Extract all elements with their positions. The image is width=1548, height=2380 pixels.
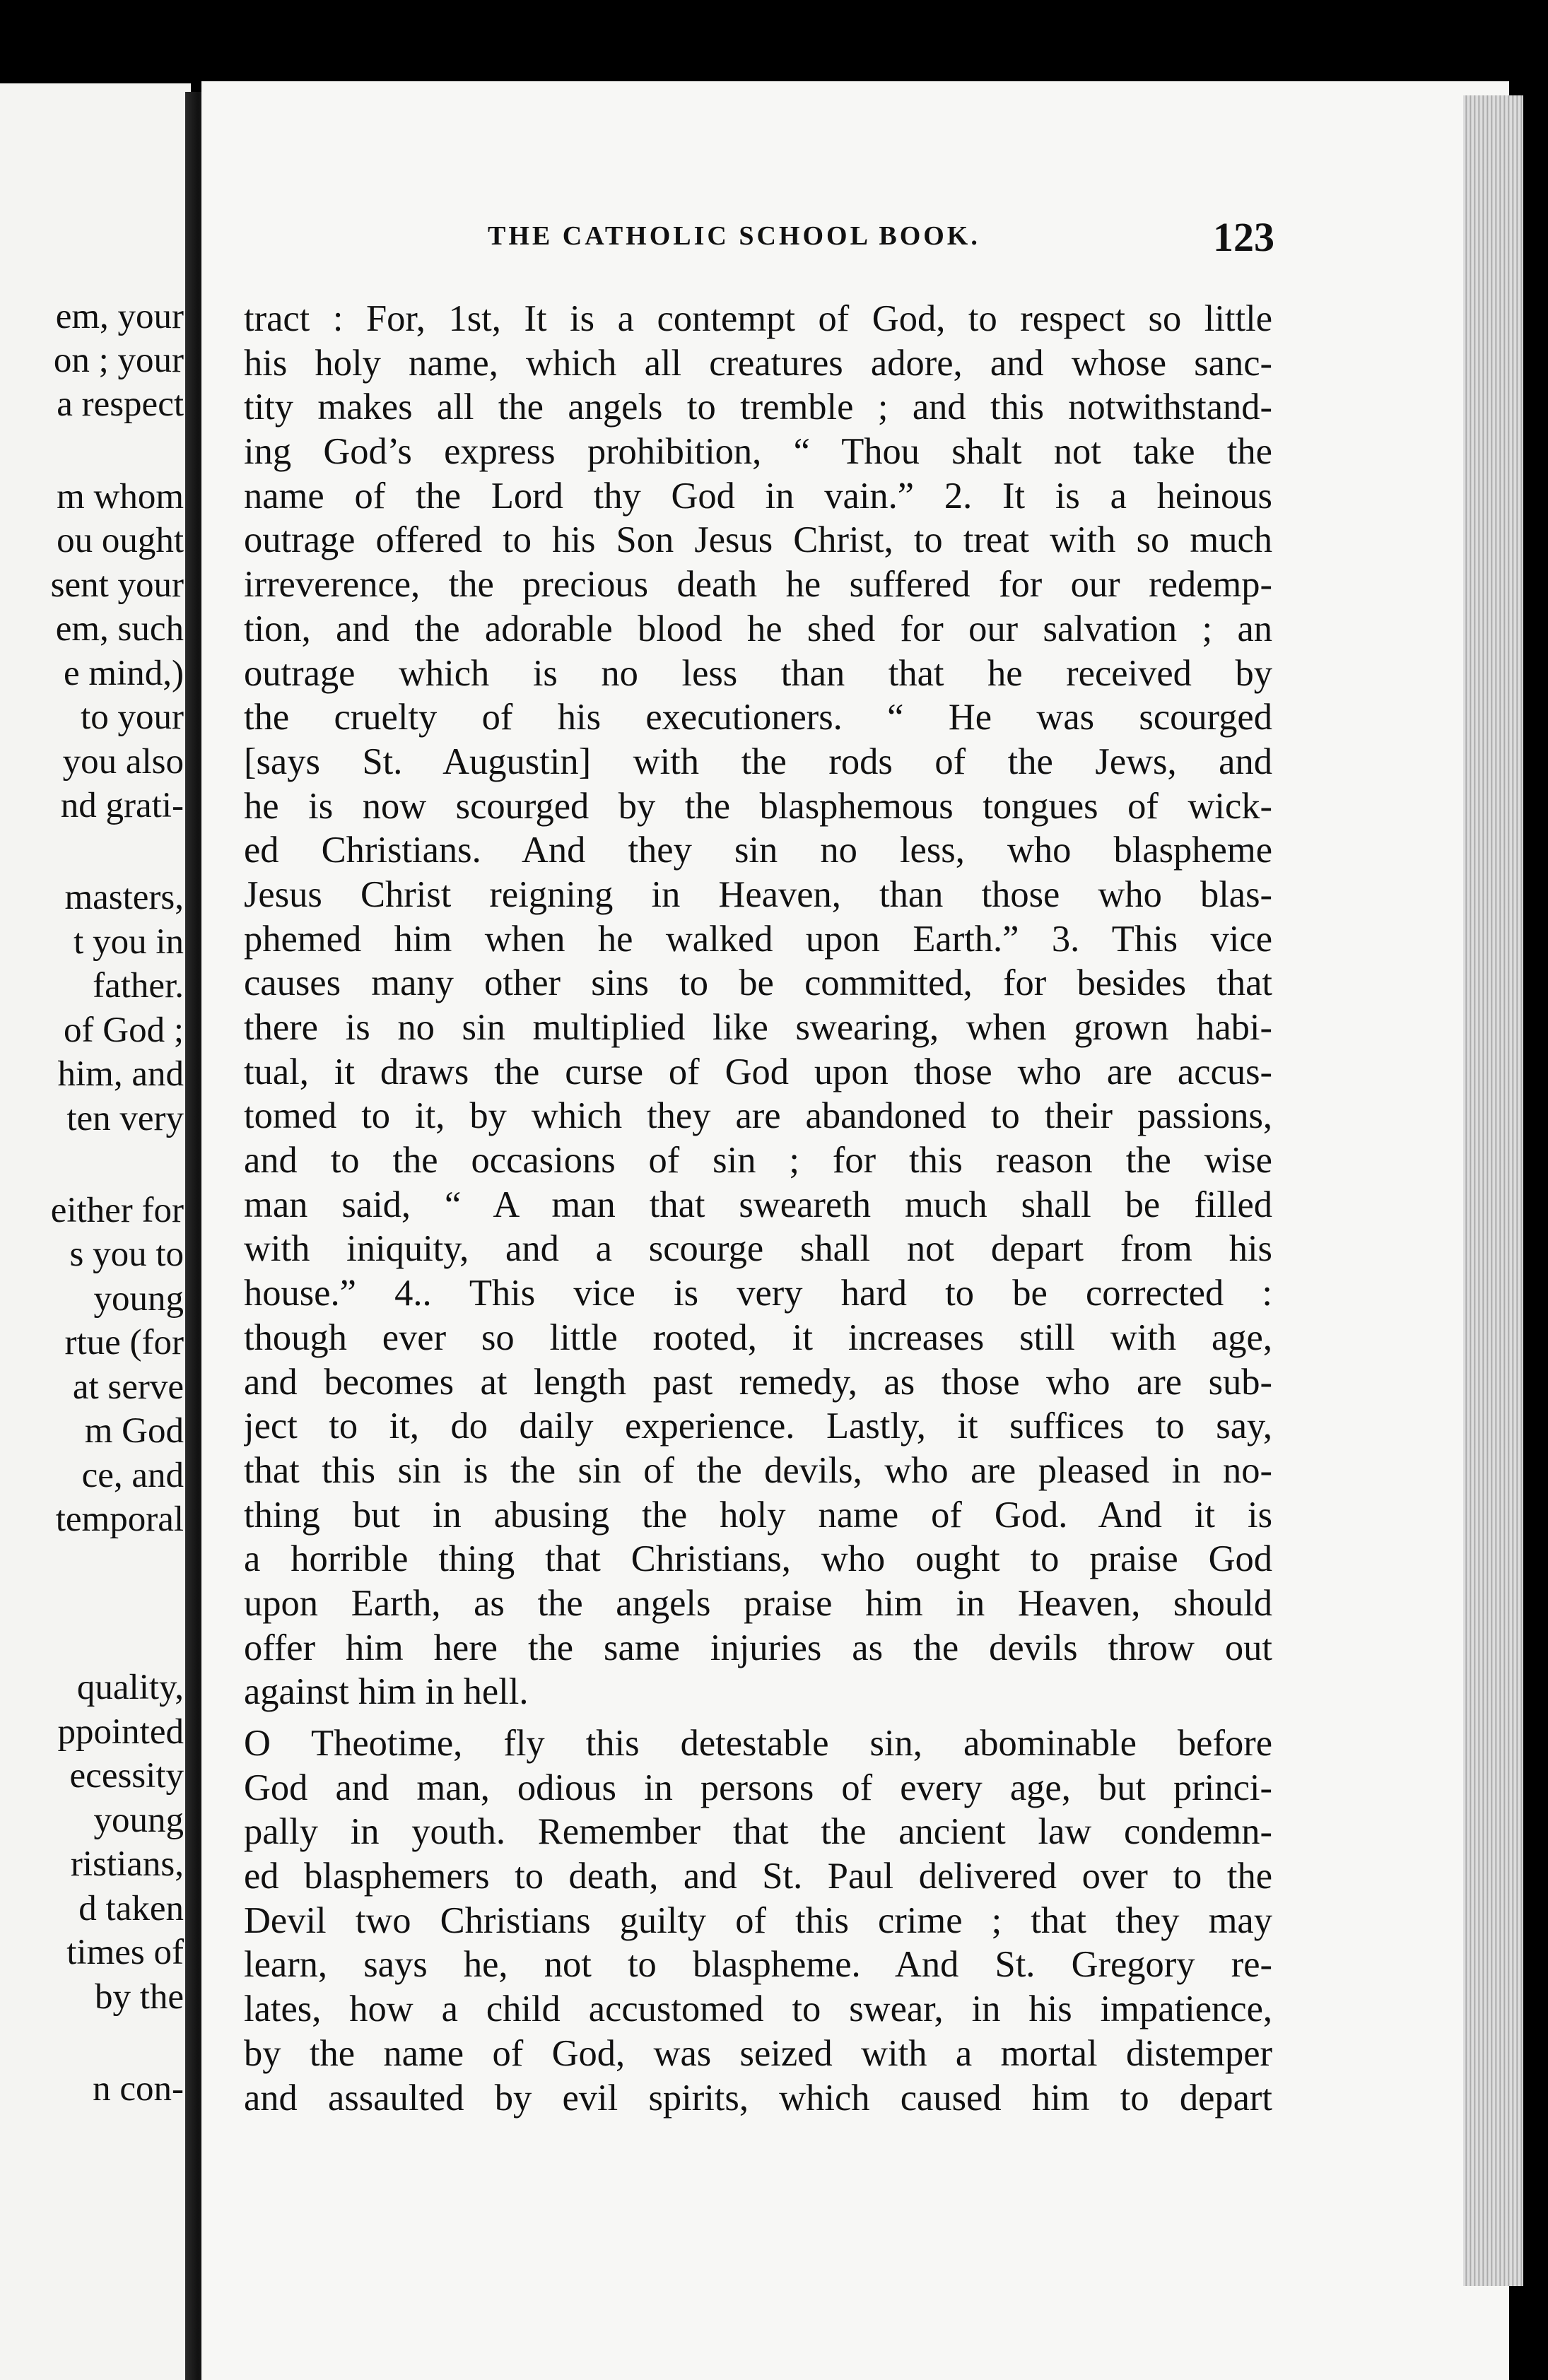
- left-page-line: young: [93, 1801, 184, 1840]
- text-line: man said, “ A man that sweareth much shall be filled: [244, 1184, 1272, 1225]
- text-line: and becomes at length past remedy, as those who are sub-: [244, 1361, 1272, 1403]
- text-line: and assaulted by evil spirits, which caused him to depart: [244, 2077, 1272, 2119]
- left-page-line: on ; your: [53, 341, 184, 380]
- left-page-line: ce, and: [81, 1456, 184, 1495]
- left-page-line: temporal: [55, 1500, 184, 1539]
- text-line: pally in youth. Remember that the ancient law condemn-: [244, 1811, 1272, 1853]
- text-line: outrage offered to his Son Jesus Christ, to treat with so much: [244, 519, 1272, 561]
- text-line: causes many other sins to be committed, for besides that: [244, 962, 1272, 1004]
- text-line: tract : For, 1st, It is a contempt of God, to respect so little: [244, 298, 1272, 339]
- left-page-line: ecessity: [69, 1756, 184, 1796]
- left-page-line: nd grati-: [60, 786, 184, 825]
- text-line: lates, how a child accustomed to swear, in his impatience,: [244, 1989, 1272, 2030]
- left-page-line: m whom: [57, 477, 184, 517]
- left-page-line: ppointed: [57, 1712, 184, 1752]
- text-line: by the name of God, was seized with a mortal distemper: [244, 2032, 1272, 2074]
- text-line: there is no sin multiplied like swearing, when grown habi-: [244, 1007, 1272, 1048]
- left-page-line: him, and: [57, 1054, 184, 1094]
- left-page-line: t you in: [74, 922, 184, 962]
- text-line: [says St. Augustin] with the rods of the Jews, and: [244, 741, 1272, 782]
- body-text: [244, 297, 1272, 2120]
- left-page-line: e mind,): [64, 654, 184, 693]
- text-line: tity makes all the angels to tremble ; and this notwithstand-: [244, 387, 1272, 428]
- left-page-line: em, such: [55, 609, 184, 649]
- left-page-line: at serve: [72, 1367, 184, 1407]
- left-page-line: young: [93, 1279, 184, 1319]
- text-line: the cruelty of his executioners. “ He was scourged: [244, 697, 1272, 738]
- page-number: 123: [1213, 214, 1274, 260]
- paragraph-gap: [244, 1714, 1272, 1721]
- text-line: outrage which is no less than that he received by: [244, 652, 1272, 694]
- left-page-line: you also: [62, 742, 184, 782]
- running-title: THE CATHOLIC SCHOOL BOOK.: [488, 221, 980, 251]
- left-facing-page: [0, 83, 191, 2380]
- left-page-line: times of: [66, 1933, 184, 1972]
- left-page-line: em, your: [55, 297, 184, 336]
- text-line: phemed him when he walked upon Earth.” 3. This vice: [244, 918, 1272, 960]
- text-line: ed Christians. And they sin no less, who blaspheme: [244, 830, 1272, 871]
- left-page-line: to your: [81, 697, 184, 737]
- text-line: he is now scourged by the blasphemous tongues of wick-: [244, 785, 1272, 827]
- text-line: offer him here the same injuries as the devils throw out: [244, 1627, 1272, 1668]
- left-page-line: either for: [50, 1191, 184, 1230]
- left-page-line: s you to: [69, 1235, 184, 1274]
- text-line: Devil two Christians guilty of this crime ; that they may: [244, 1899, 1272, 1941]
- paragraph-1: [244, 297, 1272, 1714]
- text-line: a horrible thing that Christians, who ought to praise God: [244, 1538, 1272, 1580]
- left-page-line: quality,: [76, 1668, 184, 1707]
- text-line: O Theotime, fly this detestable sin, abominable before: [244, 1723, 1272, 1764]
- left-page-line: by the: [94, 1977, 184, 2017]
- text-line: irreverence, the precious death he suffered for our redemp-: [244, 564, 1272, 606]
- text-line: tual, it draws the curse of God upon those who are accus-: [244, 1051, 1272, 1092]
- left-page-line: ou ought: [57, 521, 184, 560]
- text-line: name of the Lord thy God in vain.” 2. It is a heinous: [244, 475, 1272, 517]
- paragraph-2: [244, 1721, 1272, 2120]
- left-page-line: masters,: [64, 878, 184, 917]
- text-line: learn, says he, not to blaspheme. And St. Gregory re-: [244, 1944, 1272, 1986]
- text-line: ed blasphemers to death, and St. Paul delivered over to the: [244, 1856, 1272, 1897]
- text-line: house.” 4.. This vice is very hard to be corrected :: [244, 1273, 1272, 1314]
- left-page-line: n con-: [93, 2069, 184, 2109]
- left-page-line: m God: [84, 1411, 184, 1451]
- left-page-line: a respect: [57, 384, 184, 424]
- left-page-line: father.: [93, 966, 184, 1006]
- text-line: upon Earth, as the angels praise him in Heaven, should: [244, 1582, 1272, 1624]
- text-line: thing but in abusing the holy name of God. And it is: [244, 1494, 1272, 1536]
- text-line: tomed to it, by which they are abandoned to their passions,: [244, 1095, 1272, 1137]
- left-page-line: of God ;: [64, 1011, 184, 1050]
- text-line: and to the occasions of sin ; for this reason the wise: [244, 1140, 1272, 1182]
- text-line: with iniquity, and a scourge shall not depart from his: [244, 1228, 1272, 1270]
- text-line: Jesus Christ reigning in Heaven, than those who blas-: [244, 873, 1272, 915]
- text-line: that this sin is the sin of the devils, who are pleased in no-: [244, 1449, 1272, 1491]
- left-page-line: rtue (for: [64, 1323, 184, 1362]
- text-line: though ever so little rooted, it increases still with age,: [244, 1316, 1272, 1358]
- text-line: ing God’s express prohibition, “ Thou shalt not take the: [244, 431, 1272, 473]
- left-page-line: sent your: [50, 565, 184, 605]
- left-page-line: d taken: [78, 1889, 184, 1928]
- page-edges: [1463, 95, 1523, 2286]
- text-line: God and man, odious in persons of every age, but princi-: [244, 1767, 1272, 1808]
- text-line: tion, and the adorable blood he shed for our salvation ; an: [244, 608, 1272, 649]
- text-line: his holy name, which all creatures adore, and whose sanc-: [244, 342, 1272, 384]
- left-page-line: ristians,: [70, 1844, 184, 1884]
- text-line: ject to it, do daily experience. Lastly, it suffices to say,: [244, 1406, 1272, 1447]
- left-page-line: ten very: [66, 1099, 184, 1138]
- text-line: against him in hell.: [244, 1671, 529, 1713]
